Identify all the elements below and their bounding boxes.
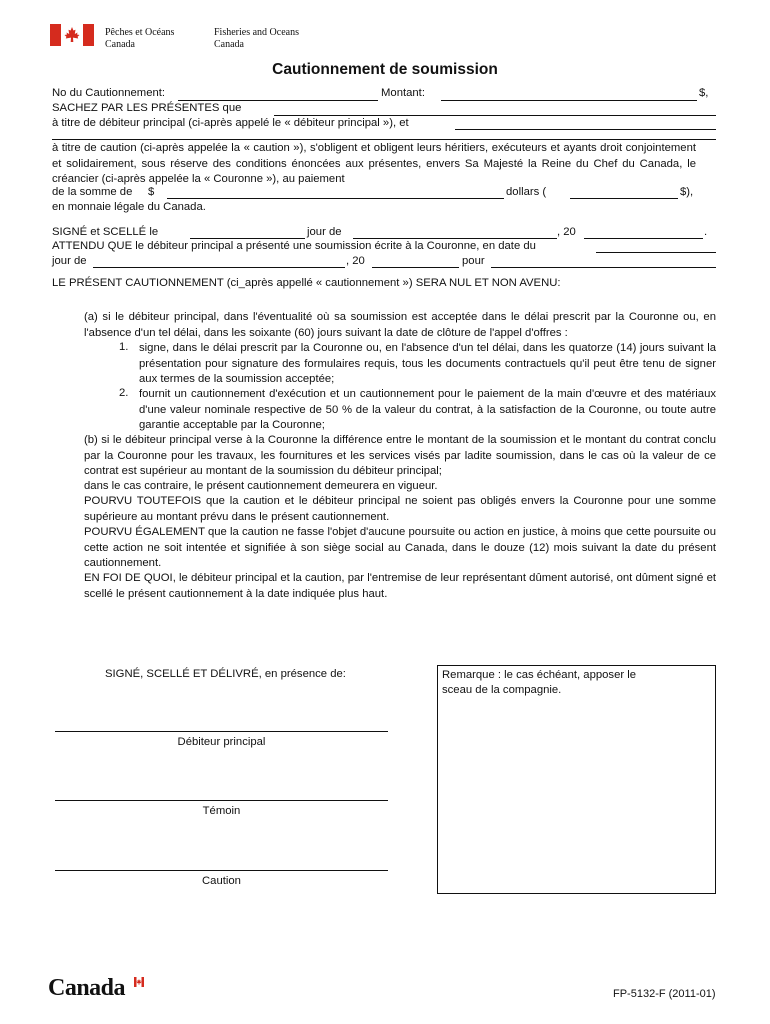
wordmark-flag-icon [134, 977, 144, 987]
surety-signature-label: Caution [202, 875, 241, 887]
sum-label: de la somme de [52, 186, 133, 198]
witness-whereof-clause: EN FOI DE QUOI, le débiteur principal et la caution, par l'entremise de leur représentant dûment autorisé, ont dûment signé et scellé le présent cautionnement à la date indiquée plus haut. [84, 572, 716, 600]
canada-wordmark-text: Canada [48, 975, 126, 1001]
year-prefix-label-2: , 20 [346, 255, 365, 267]
period-mark: . [704, 226, 708, 238]
for-label: pour [462, 255, 485, 267]
surety-paragraph: à titre de caution (ci-après appelée la « caution »), s'obligent et obligent leurs héritiers, exécuteurs et ayants droit conjointement et solidairement, sous réserve des conditions énoncées aux présentes, envers Sa Majesté la Reine du Chef du Canada, le créancier (ci-après appelée la « Couronne »), au paiement [52, 142, 696, 185]
legal-tender-label: en monnaie légale du Canada. [52, 201, 206, 213]
condition-a-text: (a) si le débiteur principal, dans l'éventualité où sa soumission est acceptée dans le délai prescrit par la Couronne ou, en l'absence d'un tel délai, dans les soixante (60) jours suivant la date de clôture de l'appel d'offres : [84, 311, 716, 339]
sachez-label: SACHEZ PAR LES PRÉSENTES que [52, 102, 242, 114]
tender-date-field[interactable] [596, 252, 716, 253]
condition-a2-text: fournit un cautionnement d'exécution et un cautionnement pour le paiement de la main d'œuvre et des matériaux d'une valeur nominale respective de 50 % de la valeur du contrat, à la satisfaction de la Couronne, ou toute autre garantie acceptable par la Couronne; [139, 388, 716, 431]
principal-name-field[interactable] [274, 115, 716, 116]
tender-purpose-field[interactable] [491, 267, 716, 268]
canada-flag-icon [50, 24, 94, 46]
amount-field[interactable] [441, 100, 697, 101]
provided-however-clause: POURVU TOUTEFOIS que la caution et le débiteur principal ne soient pas obligés envers la Couronne pour une somme supérieure au montant prévu dans le présent cautionnement. [84, 495, 716, 523]
company-seal-box[interactable] [437, 665, 716, 894]
amount-dollar-sign: $, [699, 87, 709, 99]
company-seal-note: Remarque : le cas échéant, apposer le sceau de la compagnie. [442, 669, 637, 696]
sum-figures-field[interactable] [570, 198, 678, 199]
year-prefix-label: , 20 [557, 226, 576, 238]
principal-signature-label: Débiteur principal [177, 736, 266, 748]
condition-b [52, 433, 716, 480]
null-void-heading: LE PRÉSENT CAUTIONNEMENT (ci_après appellé « cautionnement ») SERA NUL ET NON AVENU: [52, 277, 561, 289]
day-of-label: jour de [307, 226, 342, 238]
dept-name-en-line1: Fisheries and Oceans [214, 27, 299, 38]
signed-year-field[interactable] [584, 238, 703, 239]
whereas-label: ATTENDU QUE le débiteur principal a présenté une soumission écrite à la Couronne, en date du [52, 240, 536, 252]
dept-name-fr [105, 27, 174, 51]
page-title: Cautionnement de soumission [272, 61, 498, 78]
principal-role-label: à titre de débiteur principal (ci-après appelé le « débiteur principal »), et [52, 117, 409, 129]
condition-b-text: (b) si le débiteur principal verse à la Couronne la différence entre le montant de la soumission et le montant du contrat conclu par la Couronne pour les travaux, les fournitures et les services visés par ladite soumission, dans le cas où la valeur de ce contrat est supérieur au montant de la soumission du débiteur principal; [84, 434, 716, 477]
dept-name-fr-line1: Pêches et Océans [105, 27, 175, 38]
condition-a [52, 310, 716, 341]
sum-dollar-sign: $ [148, 186, 155, 198]
dept-name-en-line2: Canada [214, 39, 244, 50]
bond-number-field[interactable] [178, 100, 378, 101]
surety-name-field-2[interactable] [52, 139, 716, 140]
witness-signature-label: Témoin [202, 805, 241, 817]
sum-words-field[interactable] [167, 198, 504, 199]
condition-a1-text: signe, dans le délai prescrit par la Couronne ou, en l'absence d'un tel délai, dans les quatorze (14) jours suivant la présentation pour signature des formulaires requis, tous les documents contractuels qu'il peut être tenu de signer aux termes de la soumission acceptée; [139, 342, 716, 385]
signed-sealed-delivered-label: SIGNÉ, SCELLÉ ET DÉLIVRÉ, en présence de: [105, 668, 346, 680]
principal-signature-field[interactable] [55, 731, 388, 732]
tender-month-field[interactable] [93, 267, 345, 268]
signed-sealed-label: SIGNÉ et SCELLÉ le [52, 226, 159, 238]
dept-name-en [214, 27, 299, 51]
surety-signature-field[interactable] [55, 870, 388, 871]
day-of-label-2: jour de [52, 255, 87, 267]
dollars-close-label: $), [680, 186, 694, 198]
form-number: FP-5132-F (2011-01) [613, 988, 716, 1000]
surety-name-field[interactable] [455, 129, 716, 130]
dollars-open-label: dollars ( [506, 186, 547, 198]
bond-number-label: No du Cautionnement: [52, 87, 166, 99]
signed-day-field[interactable] [190, 238, 305, 239]
provided-also-clause: POURVU ÉGALEMENT que la caution ne fasse l'objet d'aucune poursuite ou action en justice, à moins que cette poursuite ou cette action ne soit intentée et signifiée à son siège social au Canada, dans le douze (12) mois suivant la date du présent cautionnement. [84, 526, 716, 569]
dept-name-fr-line2: Canada [105, 39, 135, 50]
condition-b-otherwise: dans le cas contraire, le présent cautionnement demeurera en vigueur. [84, 480, 438, 492]
signed-month-field[interactable] [353, 238, 557, 239]
condition-a2-number: 2. [119, 387, 129, 399]
tender-year-field[interactable] [372, 267, 459, 268]
canada-wordmark [48, 975, 125, 1002]
condition-a1-number: 1. [119, 341, 129, 353]
amount-label: Montant: [381, 87, 425, 99]
witness-signature-field[interactable] [55, 800, 388, 801]
